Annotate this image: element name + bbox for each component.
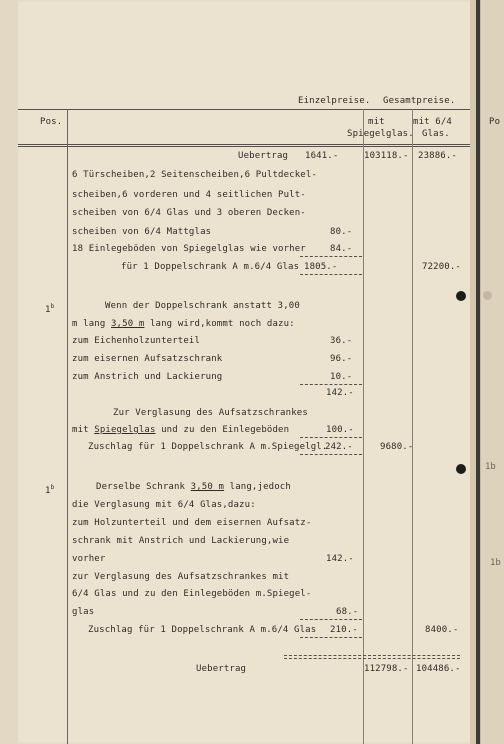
value: 142.- <box>326 554 354 564</box>
text-line: zum Eichenholzunterteil <box>72 336 201 346</box>
text-line: für 1 Doppelschrank A m.6/4 Glas <box>121 262 300 272</box>
sum-rule <box>300 454 362 455</box>
adjacent-pos-number: 1b <box>490 558 501 568</box>
uebertrag-label: Uebertrag <box>238 151 289 161</box>
column-line-pos <box>67 109 68 744</box>
value: 36.- <box>330 336 353 346</box>
text-line: zum Anstrich und Lackierung <box>72 372 223 382</box>
sum-rule <box>300 619 362 620</box>
header-rule-top <box>18 109 470 110</box>
sum-rule <box>284 655 460 656</box>
text-line: scheiben von 6/4 Mattglas <box>72 227 212 237</box>
header-gesamtpreise: Gesamtpreise. <box>383 96 456 106</box>
uebertrag-spiegelglas-bottom: 112798.- <box>364 664 409 674</box>
text-line: vorher <box>72 554 106 564</box>
header-pos: Pos. <box>40 117 63 127</box>
text-line: 6 Türscheiben,2 Seitenscheiben,6 Pultdeckel- <box>72 170 318 180</box>
text-line: schrank mit Anstrich und Lackierung,wie <box>72 536 290 546</box>
pos-number: 1$^b$ <box>45 303 55 315</box>
text-line: 18 Einlegeböden von Spiegelglas wie vorher <box>72 244 306 254</box>
text-line: Zuschlag für 1 Doppelschrank A m.Spiegelgl. <box>88 442 328 452</box>
text-line: zur Verglasung des Aufsatzschrankes mit <box>72 572 290 582</box>
text-line: Zur Verglasung des Aufsatzschrankes <box>113 408 308 418</box>
header-spiegelglas: Spiegelglas. <box>347 129 414 139</box>
column-line-gesamt <box>412 109 413 744</box>
adjacent-page-edge <box>480 0 504 744</box>
value: 1805.- <box>304 262 338 272</box>
value: 210.- <box>330 625 358 635</box>
value: 10.- <box>330 372 353 382</box>
text-line: glas <box>72 607 95 617</box>
header-rule-bottom-2 <box>18 146 470 147</box>
adjacent-header-pos: Po <box>489 117 501 127</box>
header-einzelpreise: Einzelpreise. <box>298 96 371 106</box>
total: 8400.- <box>425 625 459 635</box>
uebertrag-spiegelglas: 103118.- <box>364 151 409 161</box>
sum-rule <box>300 256 362 257</box>
value: 100.- <box>326 425 354 435</box>
total: 72200.- <box>422 262 461 272</box>
column-line-einzel <box>363 109 364 744</box>
text-line: die Verglasung mit 6/4 Glas,dazu: <box>72 500 256 510</box>
text-line: Derselbe Schrank 3,50 m lang,jedoch <box>96 482 291 492</box>
text-line: zum eisernen Aufsatzschrank <box>72 354 223 364</box>
text-line: 6/4 Glas und zu den Einlegeböden m.Spiegel- <box>72 589 312 599</box>
total: 9680.- <box>380 442 414 452</box>
punch-hole <box>456 291 466 301</box>
punch-hole <box>456 464 466 474</box>
sum-rule <box>300 437 362 438</box>
value: 142.- <box>326 388 354 398</box>
punch-hole-faint <box>483 291 492 300</box>
header-glas: Glas. <box>422 129 450 139</box>
text-line: mit Spiegelglas und zu den Einlegeböden <box>72 425 290 435</box>
sum-rule <box>300 637 362 638</box>
sum-rule <box>284 658 460 659</box>
uebertrag-glas-bottom: 104486.- <box>416 664 461 674</box>
sum-rule <box>300 274 362 275</box>
uebertrag-einzel: 1641.- <box>305 151 339 161</box>
header-mit: mit <box>368 117 385 127</box>
value: 68.- <box>336 607 359 617</box>
pos-number: 1$^b$ <box>45 484 55 496</box>
value: 84.- <box>330 244 353 254</box>
header-rule-bottom <box>18 144 470 145</box>
uebertrag-label-bottom: Uebertrag <box>196 664 247 674</box>
text-line: scheiben,6 vorderen und 4 seitlichen Pult- <box>72 190 306 200</box>
text-line: Zuschlag für 1 Doppelschrank A m.6/4 Glas <box>88 625 317 635</box>
value: 96.- <box>330 354 353 364</box>
uebertrag-glas: 23886.- <box>418 151 457 161</box>
value: 242.- <box>325 442 353 452</box>
text-line: zum Holzunterteil und dem eisernen Aufsatz- <box>72 518 312 528</box>
header-mit-64: mit 6/4 <box>413 117 452 127</box>
text-line: scheiben von 6/4 Glas und 3 oberen Decken- <box>72 208 306 218</box>
sum-rule <box>300 384 362 385</box>
text-line: Wenn der Doppelschrank anstatt 3,00 <box>105 301 300 311</box>
value: 80.- <box>330 227 353 237</box>
adjacent-pos-number: 1b <box>485 462 496 472</box>
text-line: m lang 3,50 m lang wird,kommt noch dazu: <box>72 319 295 329</box>
